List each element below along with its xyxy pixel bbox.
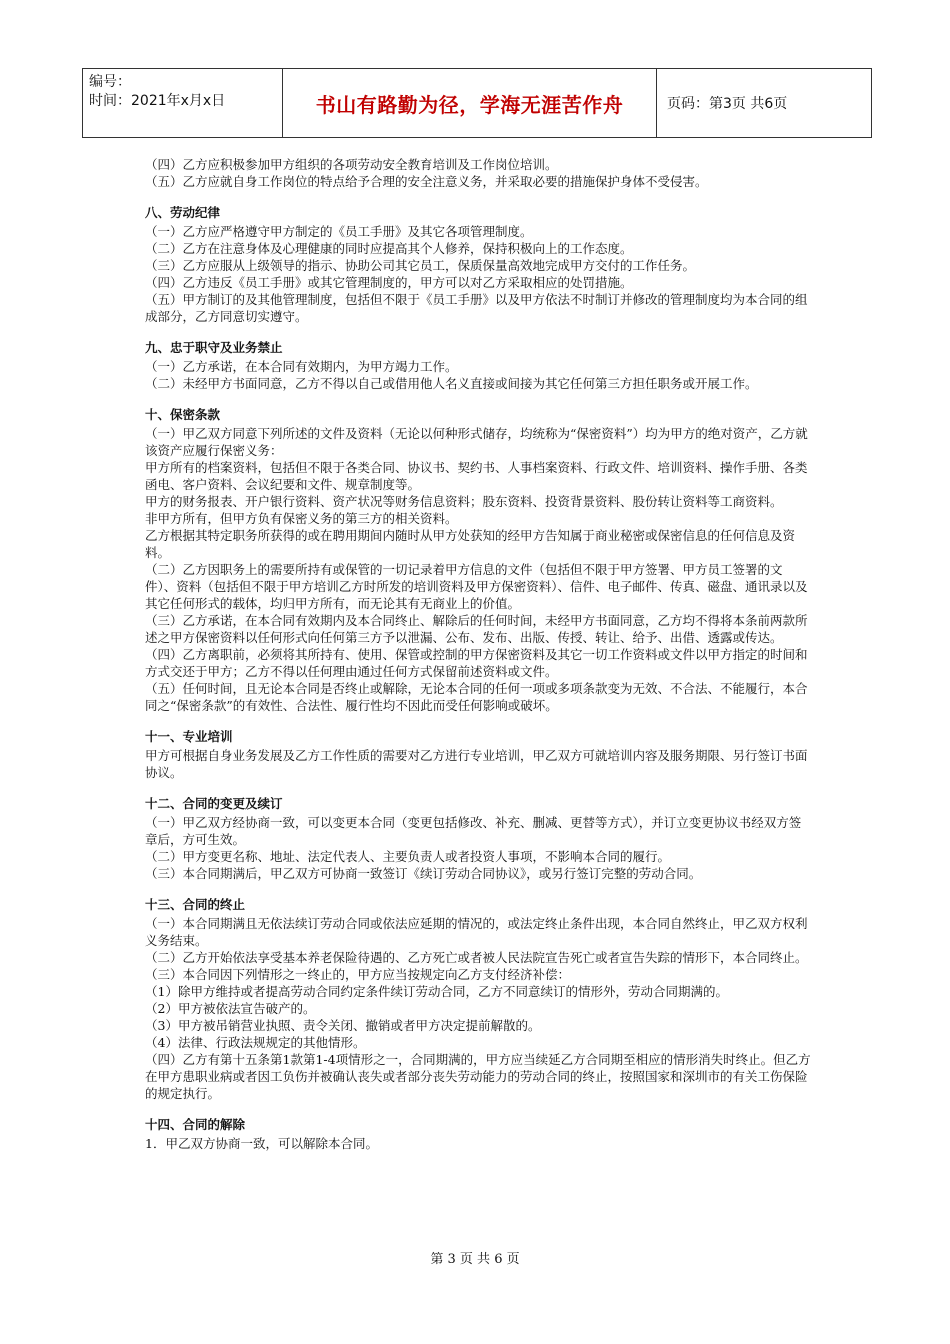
contract-section [145,896,813,1102]
section-title: 八、劳动纪律 [145,205,221,220]
page-footer: 第 3 页 共 6 页 [430,1252,520,1267]
contract-section [145,339,813,392]
clause-paragraph: （1）除甲方维持或者提高劳动合同约定条件续订劳动合同，乙方不同意续订的情形外，劳动合同期满的。 [145,984,728,999]
section-title: 十、保密条款 [145,407,221,422]
clause-paragraph: （五）任何时间，且无论本合同是否终止或解除，无论本合同的任何一项或多项条款变为无效、不合法、不能履行，本合同之“保密条款”的有效性、合法性、履行性均不因此而受任何影响或破坏。 [145,681,808,713]
clause-paragraph: （二）乙方因职务上的需要所持有或保管的一切记录着甲方信息的文件（包括但不限于甲方签署、甲方员工签署的文件）、资料（包括但不限于甲方培训乙方时所发的培训资料及甲方保密资料）、信件、电子邮件、传真、磁盘、通讯录以及其它任何形式的载体，均归甲方所有，而无论其有无商业上的价值。 [145,562,808,611]
clause-paragraph: （二）乙方在注意身体及心理健康的同时应提高其个人修养，保持积极向上的工作态度。 [145,241,633,256]
clause-paragraph: （三）本合同因下列情形之一终止的，甲方应当按规定向乙方支付经济补偿： [145,967,571,982]
clause-paragraph: （三）乙方承诺，在本合同有效期内及本合同终止、解除后的任何时间，未经甲方书面同意，乙方均不得将本条前两款所述之甲方保密资料以任何形式向任何第三方予以泄漏、公布、发布、出版、传授、转让、给予、出借、透露或传达。 [145,613,808,645]
section-title: 十一、专业培训 [145,729,233,744]
header-motto-cell [283,69,657,137]
contract-section [145,795,813,882]
page-header [82,68,872,138]
clause-paragraph: （2）甲方被依法宣告破产的。 [145,1001,316,1016]
contract-section [145,1116,813,1152]
clause-paragraph: （四）乙方有第十五条第1款第1-4项情形之一，合同期满的，甲方应当续延乙方合同期至相应的情形消失时终止。但乙方在甲方患职业病或者因工负伤并被确认丧失或者部分丧失劳动能力的劳动合同的终止，按照国家和深圳市的有关工伤保险的规定执行。 [145,1052,811,1101]
clause-paragraph: （二）未经甲方书面同意，乙方不得以自己或借用他人名义直接或间接为其它任何第三方担任职务或开展工作。 [145,376,758,391]
clause-paragraph: （一）乙方应严格遵守甲方制定的《员工手册》及其它各项管理制度。 [145,224,533,239]
contract-section [145,156,813,190]
contract-section [145,204,813,325]
header-page-info: 页码：第3页 共6页 [667,96,788,112]
clause-paragraph: （四）乙方离职前，必须将其所持有、使用、保管或控制的甲方保密资料及其它一切工作资料或文件以甲方指定的时间和方式交还于甲方；乙方不得以任何理由通过任何方式保留前述资料或文件。 [145,647,808,679]
header-meta [83,69,283,137]
clause-paragraph: （3）甲方被吊销营业执照、责令关闭、撤销或者甲方决定提前解散的。 [145,1018,541,1033]
clause-paragraph: （四）乙方违反《员工手册》或其它管理制度的，甲方可以对乙方采取相应的处罚措施。 [145,275,633,290]
clause-paragraph: （一）乙方承诺，在本合同有效期内，为甲方竭力工作。 [145,359,458,374]
clause-paragraph: 1．甲乙双方协商一致，可以解除本合同。 [145,1136,378,1151]
clause-paragraph: （四）乙方应积极参加甲方组织的各项劳动安全教育培训及工作岗位培训。 [145,157,558,172]
clause-paragraph: （三）乙方应服从上级领导的指示、协助公司其它员工，保质保量高效地完成甲方交付的工作任务。 [145,258,696,273]
contract-section [145,728,813,781]
clause-paragraph: 乙方根据其特定职务所获得的或在聘用期间内随时从甲方处获知的经甲方告知属于商业秘密或保密信息的任何信息及资料。 [145,528,796,560]
document-number: 编号： [89,74,131,90]
section-title: 九、忠于职守及业务禁止 [145,340,283,355]
clause-paragraph: 甲方的财务报表、开户银行资料、资产状况等财务信息资料；股东资料、投资背景资料、股份转让资料等工商资料。 [145,494,783,509]
clause-paragraph: （一）本合同期满且无依法续订劳动合同或依法应延期的情况的，或法定终止条件出现，本合同自然终止，甲乙双方权利义务结束。 [145,916,808,948]
clause-paragraph: 甲方所有的档案资料，包括但不限于各类合同、协议书、契约书、人事档案资料、行政文件、培训资料、操作手册、各类函电、客户资料、会议纪要和文件、规章制度等。 [145,460,808,492]
header-motto: 书山有路勤为径，学海无涯苦作舟 [315,92,624,117]
section-title: 十二、合同的变更及续订 [145,796,283,811]
clause-paragraph: （二）甲方变更名称、地址、法定代表人、主要负责人或者投资人事项，不影响本合同的履行。 [145,849,671,864]
clause-paragraph: （三）本合同期满后，甲乙双方可协商一致签订《续订劳动合同协议》，或另行签订完整的劳动合同。 [145,866,702,881]
clause-paragraph: 非甲方所有，但甲方负有保密义务的第三方的相关资料。 [145,511,458,526]
clause-paragraph: （五）乙方应就自身工作岗位的特点给予合理的安全注意义务，并采取必要的措施保护身体不受侵害。 [145,174,708,189]
clause-paragraph: 甲方可根据自身业务发展及乙方工作性质的需要对乙方进行专业培训，甲乙双方可就培训内容及服务期限、另行签订书面协议。 [145,748,808,780]
clause-paragraph: （一）甲乙双方同意下列所述的文件及资料（无论以何种形式储存，均统称为“保密资料”）均为甲方的绝对资产，乙方就该资产应履行保密义务： [145,426,808,458]
section-title: 十三、合同的终止 [145,897,246,912]
clause-paragraph: （五）甲方制订的及其他管理制度，包括但不限于《员工手册》以及甲方依法不时制订并修改的管理制度均为本合同的组成部分，乙方同意切实遵守。 [145,292,808,324]
clause-paragraph: （4）法律、行政法规规定的其他情形。 [145,1035,366,1050]
document-date: 时间：2021年x月x日 [89,93,226,109]
clause-paragraph: （二）乙方开始依法享受基本养老保险待遇的、乙方死亡或者被人民法院宣告死亡或者宣告失踪的情形下，本合同终止。 [145,950,808,965]
contract-section [145,406,813,714]
clause-paragraph: （一）甲乙双方经协商一致，可以变更本合同（变更包括修改、补充、删减、更替等方式），并订立变更协议书经双方签章后，方可生效。 [145,815,802,847]
section-title: 十四、合同的解除 [145,1117,246,1132]
document-body [145,156,813,1152]
